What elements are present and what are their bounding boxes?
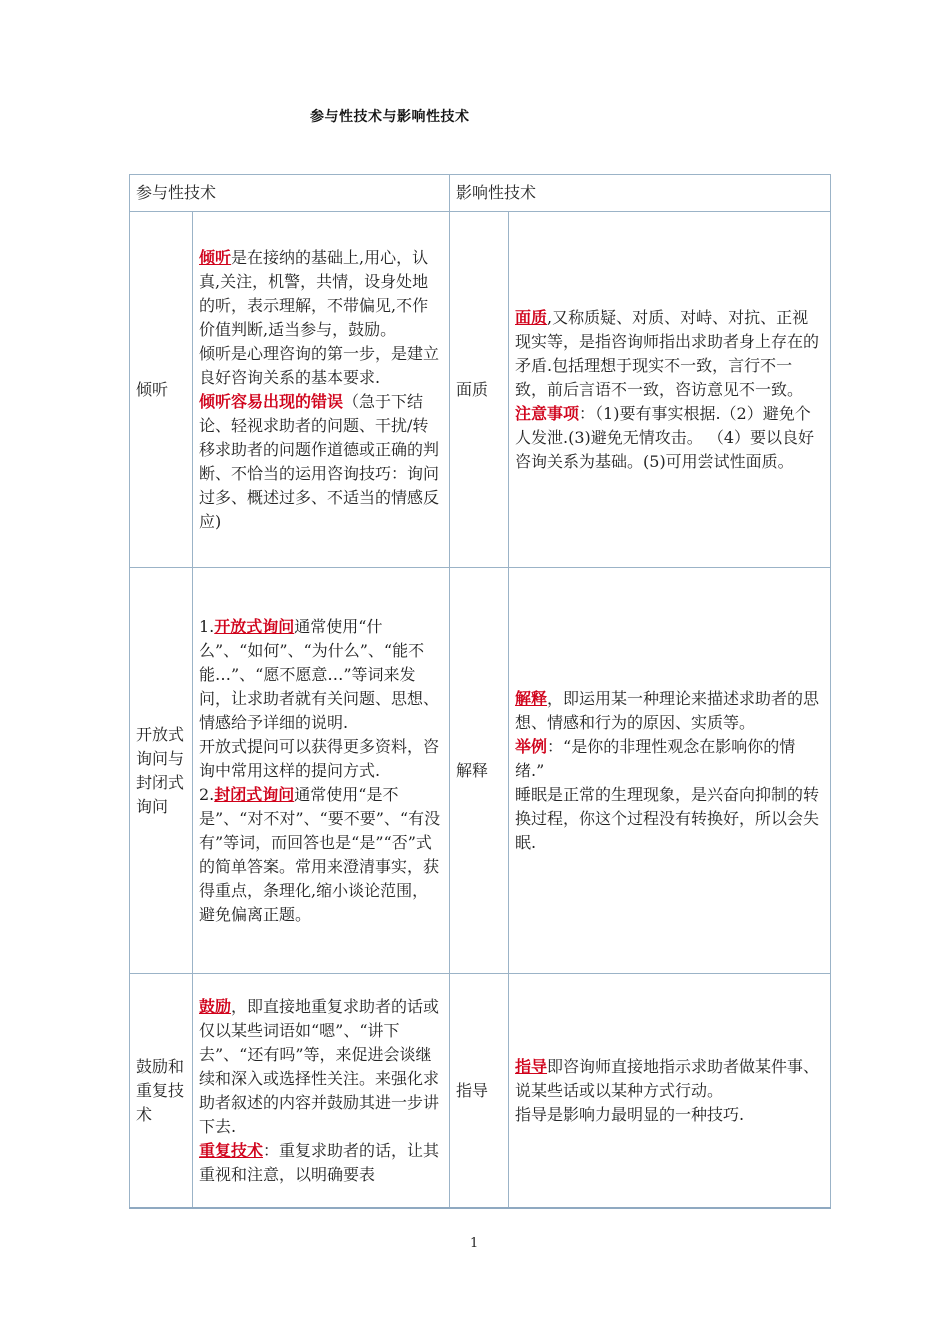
keyword: 指导 (515, 1056, 548, 1076)
cell-interpretation (509, 568, 831, 974)
row-label-questioning: 开放式询问与封闭式询问 (130, 568, 193, 974)
cell-text: ，即运用某一种理论来描述求助者的思想、情感和行为的原因、实质等。 (515, 688, 820, 732)
cell-text: ：“是你的非理性观念在影响你的情绪.” (515, 736, 796, 780)
table-row (130, 974, 831, 1209)
row-label-listening: 倾听 (130, 212, 193, 568)
table-row (130, 568, 831, 974)
cell-text: 通常使用“什么”、“如何”、“为什么”、“能不能…”、“愿不愿意…”等词来发问，让求助者就有关问题、思想、情感给予详细的说明. (199, 616, 440, 732)
cell-text: 指导是影响力最明显的一种技巧. (515, 1104, 745, 1124)
page-title: 参与性技术与影响性技术 (310, 109, 470, 125)
cell-text: 倾听是心理咨询的第一步，是建立良好咨询关系的基本要求. (199, 343, 440, 387)
keyword: 倾听容易出现的错误 (199, 391, 344, 411)
cell-questioning (193, 568, 450, 974)
cell-text: 睡眠是正常的生理现象，是兴奋向抑制的转换过程，你这个过程没有转换好，所以会失眠. (515, 784, 820, 852)
row-label-encouragement: 鼓励和重复技术 (130, 974, 193, 1209)
page-number: 1 (470, 1236, 479, 1251)
cell-text: （急于下结论、轻视求助者的问题、干扰/转移求助者的问题作道德或正确的判断、不恰当的运用咨询技巧：询问过多、概述过多、不适当的情感反应) (199, 391, 440, 531)
cell-text: ：重复求助者的话，让其重视和注意，以明确要表 (199, 1140, 440, 1184)
item-number: 1. (199, 616, 215, 636)
cell-text: 即咨询师直接地指示求助者做某件事、说某些话或以某种方式行动。 (515, 1056, 820, 1100)
cell-encouragement (193, 974, 450, 1209)
cell-text: 是在接纳的基础上,用心，认真,关注，机警，共情，设身处地的听，表示理解，不带偏见,不作价值判断,适当参与，鼓励。 (199, 247, 429, 339)
row-label-guidance: 指导 (450, 974, 509, 1209)
keyword: 封闭式询问 (214, 784, 295, 804)
cell-confrontation (509, 212, 831, 568)
table-row (130, 212, 831, 568)
keyword: 解释 (515, 688, 548, 708)
keyword: 重复技术 (199, 1140, 264, 1160)
table-header-row (130, 175, 831, 212)
cell-guidance (509, 974, 831, 1209)
item-number: 2. (199, 784, 215, 804)
row-label-interpretation: 解释 (450, 568, 509, 974)
row-label-confrontation: 面质 (450, 212, 509, 568)
keyword: 鼓励 (199, 996, 232, 1016)
technique-table (129, 174, 831, 1209)
cell-text: ，即直接地重复求助者的话或仅以某些词语如“嗯”、“讲下去”、“还有吗”等，来促进会谈继续和深入或选择性关注。来强化求助者叙述的内容并鼓励其进一步讲下去. (199, 996, 440, 1136)
cell-text: 开放式提问可以获得更多资料，咨询中常用这样的提问方式. (199, 736, 440, 780)
cell-text: ,又称质疑、对质、对峙、对抗、正视现实等，是指咨询师指出求助者身上存在的矛盾.包括理想于现实不一致，言行不一致，前后言语不一致，咨访意见不一致。 (515, 307, 820, 399)
header-participatory: 参与性技术 (130, 175, 450, 212)
cell-text: ：（1)要有事实根据.（2）避免个人发泄.(3)避免无情攻击。 （4）要以良好咨询关系为基础。(5)可用尝试性面质。 (515, 403, 815, 471)
keyword: 倾听 (199, 247, 232, 267)
keyword: 举例 (515, 736, 548, 756)
cell-listening (193, 212, 450, 568)
cell-text: 通常使用“是不是”、“对不对”、“要不要”、“有没有”等词，而回答也是“是”“否”式的简单答案。常用来澄清事实，获得重点，条理化,缩小谈论范围，避免偏离正题。 (199, 784, 441, 924)
keyword: 注意事项 (515, 403, 580, 423)
header-influential: 影响性技术 (450, 175, 831, 212)
keyword: 开放式询问 (214, 616, 295, 636)
keyword: 面质 (515, 307, 548, 327)
